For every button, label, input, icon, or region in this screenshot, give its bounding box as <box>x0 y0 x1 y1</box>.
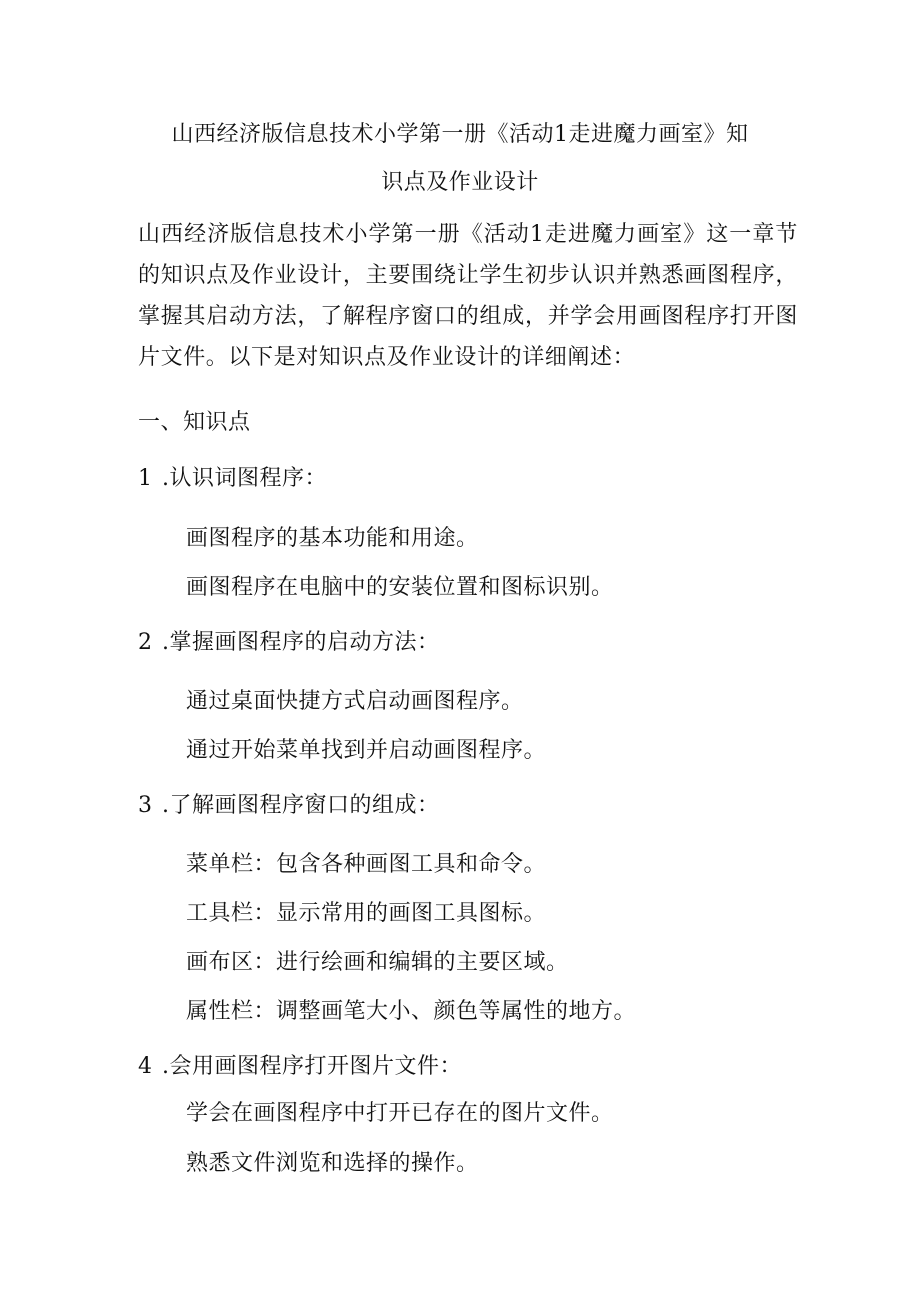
sub-item: 属性栏：调整画笔大小、颜色等属性的地方。 <box>186 999 637 1024</box>
sub-item: 熟悉文件浏览和选择的操作。 <box>186 1151 479 1176</box>
sub-item: 画图程序在电脑中的安装位置和图标识别。 <box>186 575 614 600</box>
sub-item: 菜单栏：包含各种画图工具和命令。 <box>186 852 547 877</box>
list-item-3 <box>138 791 440 821</box>
document-title-line-1: 山西经济版信息技术小学第一册《活动1走进魔力画室》知 <box>171 122 749 147</box>
document-title-line-2: 识点及作业设计 <box>381 170 539 195</box>
list-item-number: 2 <box>138 630 153 655</box>
list-item-2 <box>138 628 440 658</box>
sub-item: 通过开始菜单找到并启动画图程序。 <box>186 738 547 763</box>
list-item-number: 4 <box>138 1054 153 1079</box>
list-item-1 <box>138 464 327 494</box>
sub-item: 画布区：进行绘画和编辑的主要区域。 <box>186 950 569 975</box>
section-heading-knowledge: 一、知识点 <box>138 410 251 435</box>
list-item-4 <box>138 1052 462 1082</box>
list-item-label: .了解画图程序窗口的组成： <box>162 793 440 818</box>
list-item-label: .会用画图程序打开图片文件： <box>162 1054 462 1079</box>
list-item-label: .掌握画图程序的启动方法： <box>162 630 440 655</box>
list-item-label: .认识词图程序： <box>162 466 327 491</box>
sub-item: 学会在画图程序中打开已存在的图片文件。 <box>186 1101 614 1126</box>
sub-item: 工具栏：显示常用的画图工具图标。 <box>186 901 547 926</box>
intro-paragraph: 山西经济版信息技术小学第一册《活动1走进魔力画室》这一章节的知识点及作业设计，主要围绕让学生初步认识并熟悉画图程序，掌握其启动方法，了解程序窗口的组成，并学会用画图程序打开图片文件。以下是对知识点及作业设计的详细阐述： <box>138 222 798 370</box>
sub-item: 通过桌面快捷方式启动画图程序。 <box>186 689 524 714</box>
list-item-number: 1 <box>138 466 153 491</box>
list-item-number: 3 <box>138 793 153 818</box>
sub-item: 画图程序的基本功能和用途。 <box>186 526 479 551</box>
